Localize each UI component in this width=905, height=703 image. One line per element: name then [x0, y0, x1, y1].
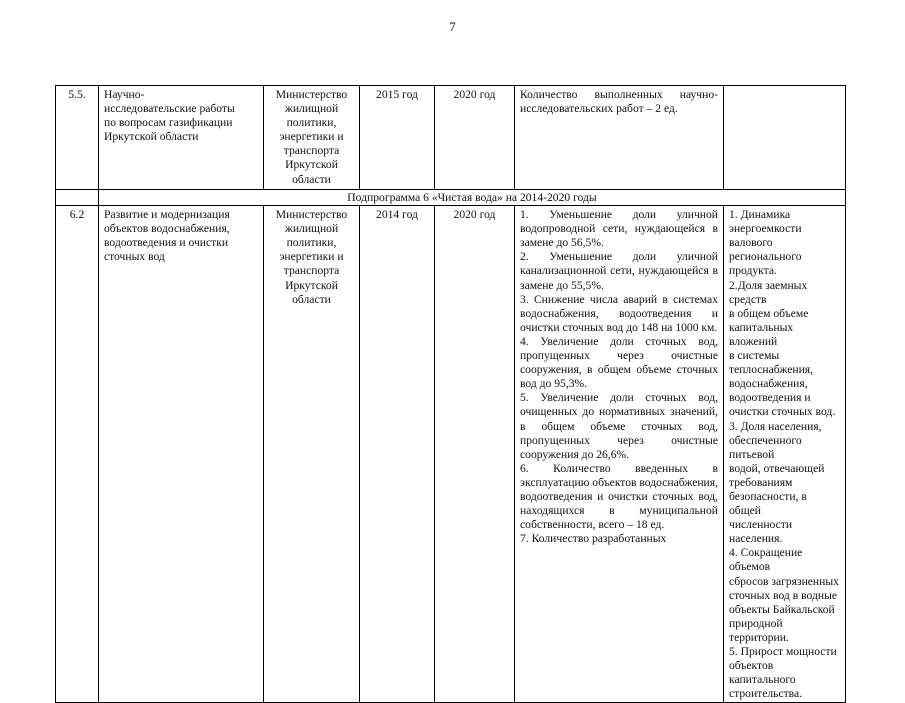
subprogram-header-row	[56, 190, 846, 206]
result-item: 5. Увеличение доли сточных вод, очищенных до нормативных значений, в общем объеме сточных вод, пропущенных через очистные сооружения до 26,6%.	[520, 391, 718, 461]
measure-title-line: Научно-	[104, 88, 145, 101]
executor-line: Министерство	[275, 88, 348, 101]
result-item: 3. Снижение числа аварий в системах водоснабжения, водоотведения и очистки сточных вод до 148 на 1000 км.	[520, 292, 718, 334]
indicator-line: строительства.	[729, 687, 803, 701]
subprogram-title: Подпрограмма 6 «Чистая вода» на 2014-2020 годы	[99, 190, 846, 206]
indicator-line: очистки сточных вод.	[729, 405, 836, 419]
responsible-executor	[264, 86, 360, 190]
indicator-line: природной территории.	[729, 616, 789, 644]
executor-line: жилищной	[284, 222, 339, 236]
indicator-line: водоснабжения,	[729, 377, 808, 391]
indicator-line: 2.Доля заемных средств	[729, 278, 808, 306]
indicator-line: сточных вод в водные	[729, 588, 838, 602]
measure-title-line: объектов водоснабжения,	[104, 222, 230, 236]
program-table	[55, 85, 846, 703]
start-year: 2015 год	[360, 86, 435, 190]
executor-line: энергетики и	[279, 250, 344, 264]
measure-title-line: Развитие и модернизация	[104, 208, 230, 222]
executor-line: политики,	[286, 236, 337, 250]
indicator-line: обеспеченного питьевой	[729, 433, 802, 461]
indicator-line: сбросов загрязненных	[729, 574, 839, 588]
indicator-line: 1. Динамика	[729, 208, 791, 222]
target-indicators	[724, 86, 846, 190]
indicator-line: 3. Доля населения,	[729, 419, 822, 433]
row-number: 6.2	[56, 206, 99, 703]
indicator-line: теплоснабжения,	[729, 363, 814, 377]
executor-line: жилищной	[284, 102, 339, 116]
measure-title-line: водоотведения и очистки	[104, 236, 229, 250]
executor-line: энергетики и	[279, 130, 344, 144]
measure-title-line: сточных вод	[104, 250, 165, 264]
indicator-line: 5. Прирост мощности	[729, 645, 837, 658]
indicator-line: энергоемкости валового	[729, 222, 802, 250]
measure-title-line: Иркутской области	[104, 130, 199, 144]
page-number: 7	[449, 19, 456, 34]
executor-line: области	[292, 172, 331, 186]
measure-title	[99, 86, 264, 190]
executor-line: транспорта	[283, 144, 340, 158]
indicator-line: в системы	[729, 349, 780, 363]
start-year: 2014 год	[360, 206, 435, 703]
executor-line: Иркутской	[285, 158, 338, 172]
end-year: 2020 год	[435, 86, 515, 190]
responsible-executor	[264, 206, 360, 703]
indicator-line: в общем объеме	[729, 306, 809, 320]
result-item: 4. Увеличение доли сточных вод, пропущенных через очистные сооружения, в общем объеме сточных вод до 95,3%.	[520, 334, 718, 391]
indicator-line: объекты Байкальской	[729, 602, 835, 616]
result-item: 1. Уменьшение доли уличной водопроводной сети, нуждающейся в замене до 56,5%.	[520, 208, 718, 250]
result-item: 7. Количество разработанных	[520, 532, 667, 546]
result-item: 6. Количество введенных в эксплуатацию объектов водоснабжения, водоотведения и очистки сточных вод, находящихся в муниципальной собственности, всего – 18 ед.	[520, 461, 718, 532]
indicator-line: объектов капитального	[729, 659, 796, 687]
indicator-line: 4. Сокращение объемов	[729, 546, 803, 574]
row-number: 5.5.	[56, 86, 99, 190]
end-year: 2020 год	[435, 206, 515, 703]
indicator-line: безопасности, в общей	[729, 489, 807, 518]
result-item: 2. Уменьшение доли уличной канализационной сети, нуждающейся в замене до 55,5%.	[520, 250, 718, 292]
indicator-line: регионального продукта.	[729, 250, 802, 278]
executor-line: Министерство	[275, 208, 348, 222]
expected-results	[515, 206, 724, 703]
indicator-line: требованиям	[729, 475, 793, 489]
measure-title-line: исследовательские работы	[104, 102, 235, 116]
expected-results: Количество выполненных научно-исследовательских работ – 2 ед.	[515, 86, 724, 190]
indicator-line: численности населения.	[729, 518, 793, 546]
table-row-6-2	[56, 206, 846, 703]
executor-line: области	[292, 292, 331, 306]
executor-line: транспорта	[283, 264, 340, 278]
indicator-line: водоотведения и	[729, 391, 811, 405]
measure-title	[99, 206, 264, 703]
indicator-line: капитальных вложений	[729, 320, 794, 348]
measure-title-line: по вопросам газификации	[104, 116, 233, 130]
target-indicators	[724, 206, 846, 703]
executor-line: политики,	[286, 116, 337, 130]
executor-line: Иркутской	[285, 278, 338, 292]
table-row-5-5	[56, 86, 846, 190]
indicator-line: водой, отвечающей	[729, 461, 825, 475]
subprogram-number-cell	[56, 190, 99, 206]
